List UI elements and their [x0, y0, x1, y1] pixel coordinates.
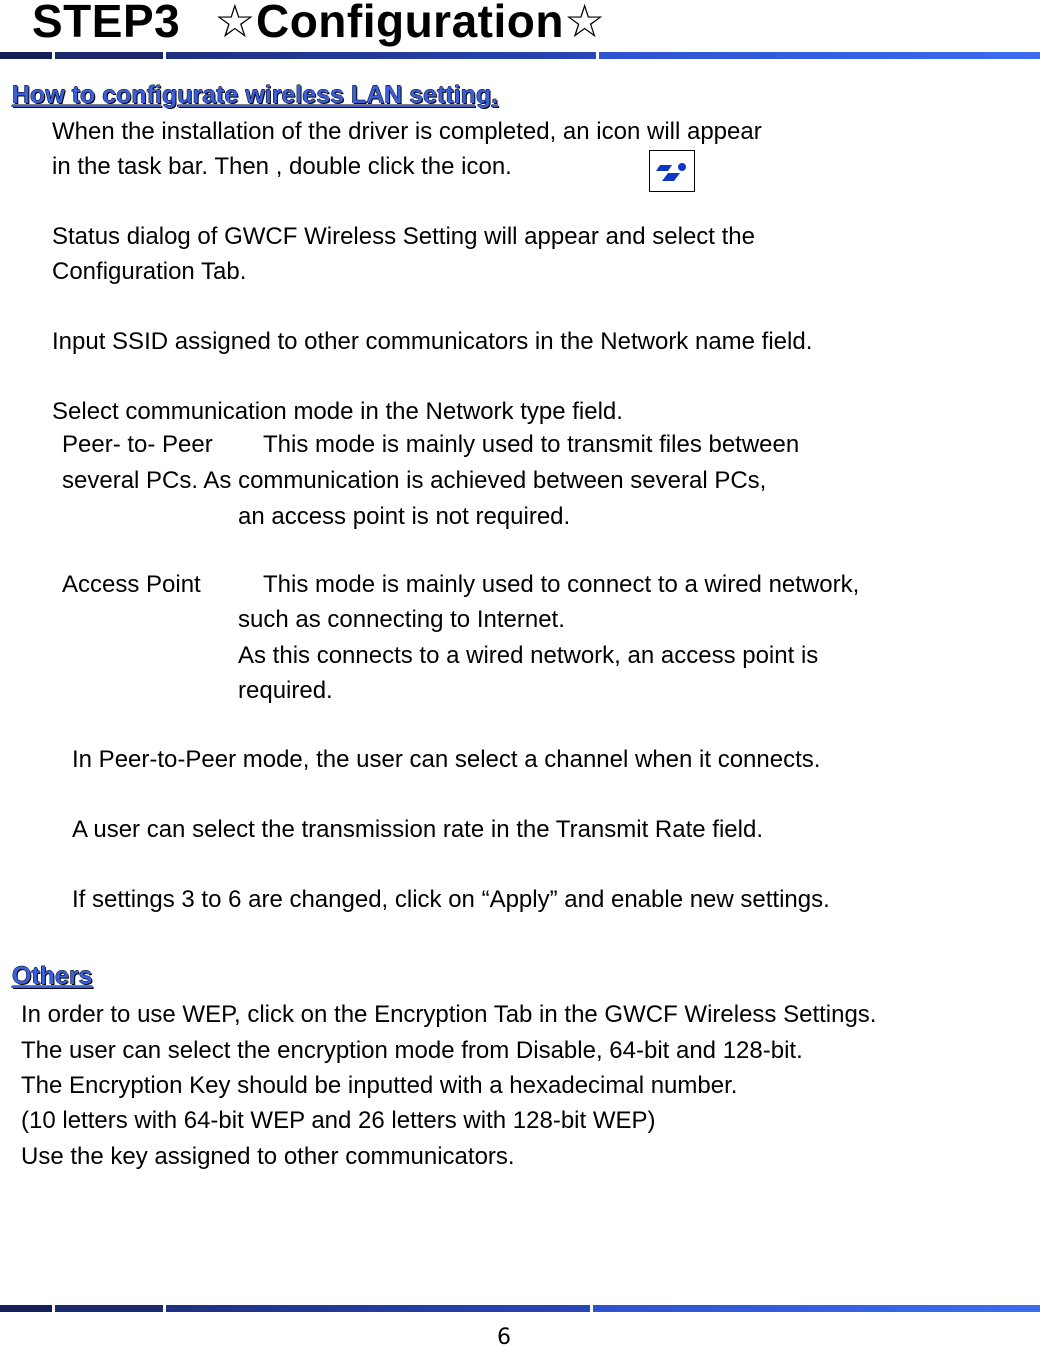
step-1-line-1: When the installation of the driver is completed, an icon will appear: [52, 118, 762, 145]
others-line-5: Use the key assigned to other communicators.: [21, 1143, 515, 1170]
step-5-line: In Peer-to-Peer mode, the user can select a channel when it connects.: [72, 746, 821, 773]
others-line-2: The user can select the encryption mode from Disable, 64-bit and 128-bit.: [21, 1037, 803, 1064]
peer-to-peer-desc-2: several PCs. As communication is achieved between several PCs,: [62, 467, 767, 494]
peer-to-peer-desc-3: an access point is not required.: [238, 503, 571, 530]
top-divider: [0, 52, 1040, 59]
step-4-line: Select communication mode in the Network type field.: [52, 398, 623, 425]
step-1-line-2: in the task bar. Then , double click the icon.: [52, 153, 512, 180]
section-name: ☆Configuration☆: [214, 0, 606, 47]
peer-to-peer-desc-1: This mode is mainly used to transmit files between: [263, 431, 800, 458]
page-number: 6: [497, 1325, 511, 1350]
tray-logo-icon: [650, 151, 694, 191]
access-point-desc-1: This mode is mainly used to connect to a wired network,: [263, 571, 860, 598]
step-label: STEP3: [32, 0, 181, 47]
others-heading: Others: [12, 962, 93, 990]
howto-heading: How to configurate wireless LAN setting.: [12, 81, 499, 109]
others-line-1: In order to use WEP, click on the Encryption Tab in the GWCF Wireless Settings.: [21, 1001, 877, 1028]
step-2-line-1: Status dialog of GWCF Wireless Setting will appear and select the: [52, 223, 755, 250]
step-3-line: Input SSID assigned to other communicators in the Network name field.: [52, 328, 813, 355]
step-2-line-2: Configuration Tab.: [52, 258, 247, 285]
access-point-desc-2: such as connecting to Internet.: [238, 606, 565, 633]
peer-to-peer-label: Peer- to- Peer: [62, 431, 213, 458]
step-7-line: If settings 3 to 6 are changed, click on “Apply” and enable new settings.: [72, 886, 830, 913]
others-line-3: The Encryption Key should be inputted with a hexadecimal number.: [21, 1072, 738, 1099]
access-point-label: Access Point: [62, 571, 201, 598]
access-point-desc-4: required.: [238, 677, 333, 704]
page-title: [32, 0, 606, 48]
step-6-line: A user can select the transmission rate in the Transmit Rate field.: [72, 816, 763, 843]
others-line-4: (10 letters with 64-bit WEP and 26 letters with 128-bit WEP): [21, 1107, 656, 1134]
wireless-utility-tray-icon[interactable]: [649, 150, 695, 192]
bottom-divider: [0, 1305, 1040, 1312]
access-point-desc-3: As this connects to a wired network, an access point is: [238, 642, 819, 669]
